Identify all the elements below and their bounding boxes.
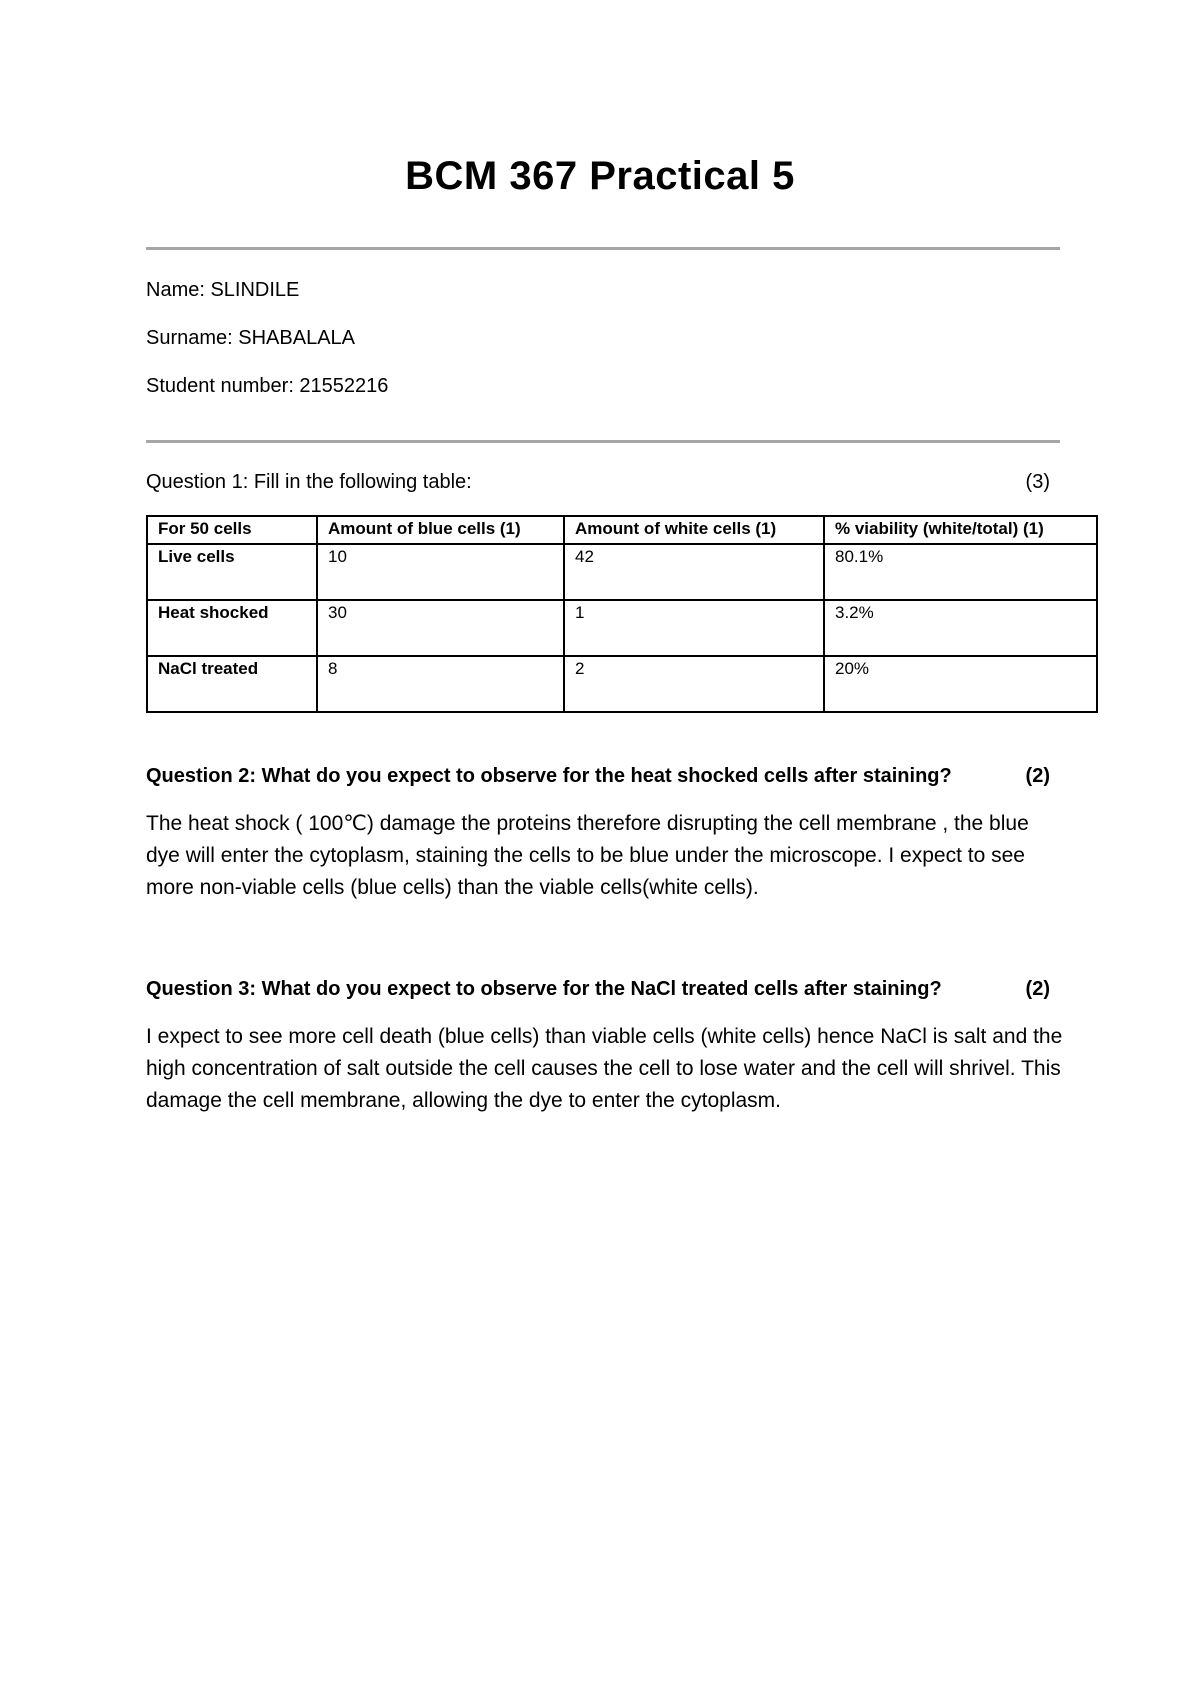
divider-top (146, 247, 1060, 250)
table-header-cell: % viability (white/total) (1) (824, 516, 1097, 544)
question-1-heading (146, 469, 1050, 495)
table-cell: 3.2% (824, 600, 1097, 656)
student-number: Student number: 21552216 (146, 375, 389, 397)
viability-table (146, 515, 1098, 713)
table-row (147, 656, 1097, 712)
table-cell: 42 (564, 544, 824, 600)
question-1-marks: (3) (1025, 471, 1050, 493)
table-row (147, 544, 1097, 600)
question-3-prompt: Question 3: What do you expect to observe for the NaCl treated cells after staining? (146, 978, 942, 1000)
page-title: BCM 367 Practical 5 (405, 154, 795, 198)
table-row-label: NaCl treated (147, 656, 317, 712)
table-cell: 10 (317, 544, 564, 600)
table-row-label: Heat shocked (147, 600, 317, 656)
student-name: Name: SLINDILE (146, 279, 300, 301)
table-header-row (147, 516, 1097, 544)
table-cell: 20% (824, 656, 1097, 712)
question-1-prompt: Question 1: Fill in the following table: (146, 471, 472, 493)
question-3-answer: I expect to see more cell death (blue cells) than viable cells (white cells) hence NaCl is salt and the high concentration of salt outside the cell causes the cell to lose water and the cell will shrivel. This damage the cell membrane, allowing the dye to enter the cytoplasm. (146, 1025, 1063, 1112)
student-surname: Surname: SHABALALA (146, 327, 355, 349)
question-2-prompt: Question 2: What do you expect to observe for the heat shocked cells after staining? (146, 765, 952, 787)
table-header-cell: Amount of blue cells (1) (317, 516, 564, 544)
table-cell: 2 (564, 656, 824, 712)
table-row (147, 600, 1097, 656)
table-cell: 8 (317, 656, 564, 712)
question-3-marks: (2) (1025, 978, 1050, 1000)
question-2-heading (146, 763, 1050, 789)
table-row-label: Live cells (147, 544, 317, 600)
question-2-answer: The heat shock ( 100℃) damage the proteins therefore disrupting the cell membrane , the blue dye will enter the cytoplasm, staining the cells to be blue under the microscope. I expect to see more non-viable cells (blue cells) than the viable cells(white cells). (146, 812, 1029, 899)
table-header-cell: For 50 cells (147, 516, 317, 544)
table-cell: 30 (317, 600, 564, 656)
question-3-heading (146, 976, 1050, 1002)
table-cell: 1 (564, 600, 824, 656)
table-header-cell: Amount of white cells (1) (564, 516, 824, 544)
table-cell: 80.1% (824, 544, 1097, 600)
question-2-marks: (2) (1025, 765, 1050, 787)
divider-bottom (146, 440, 1060, 443)
